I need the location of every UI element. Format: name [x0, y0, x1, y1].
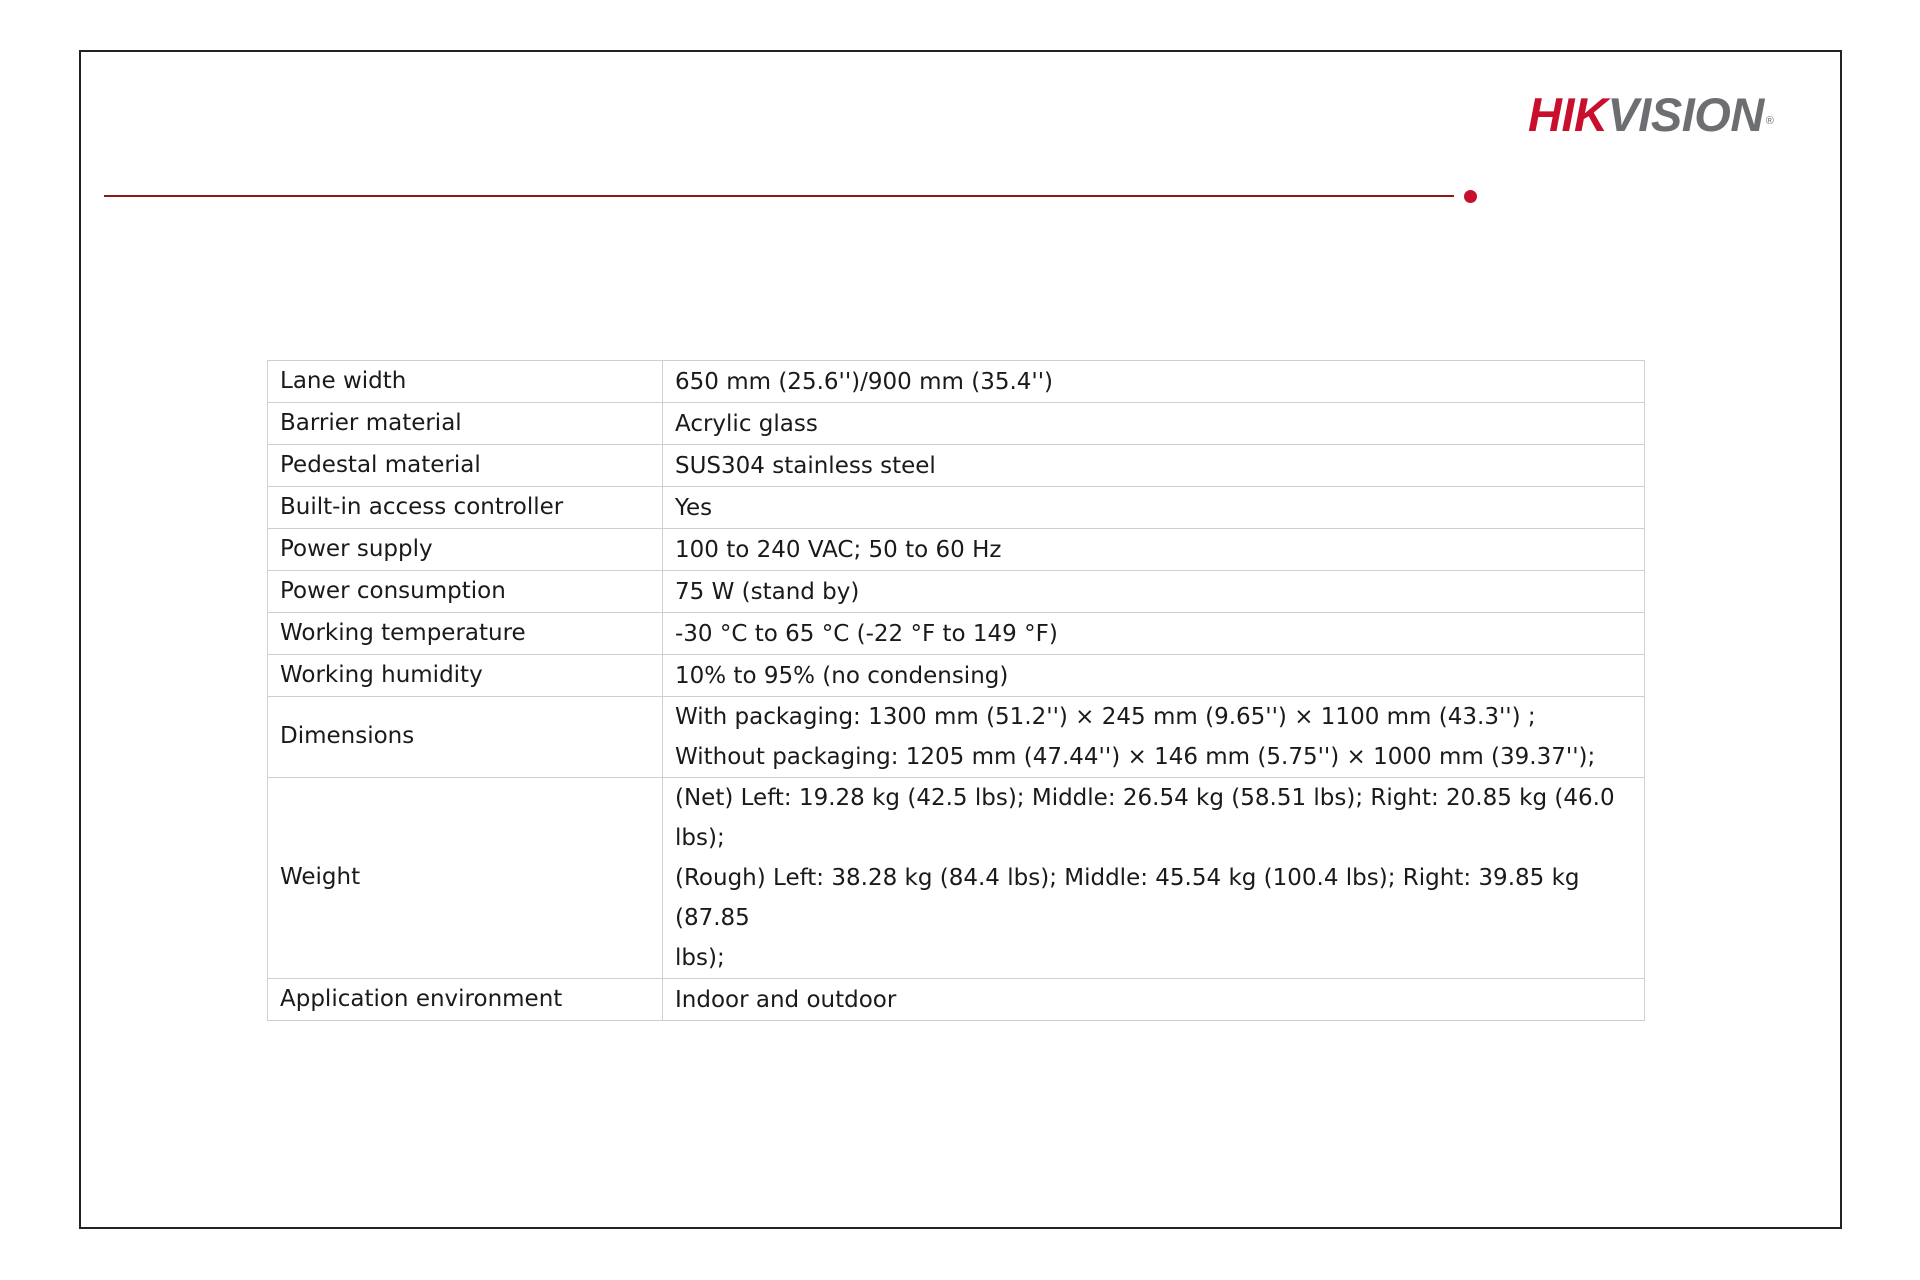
hikvision-logo: [1528, 89, 1773, 141]
spec-value: [663, 697, 1645, 778]
spec-row: [268, 445, 1645, 487]
spec-value-line: 10% to 95% (no condensing): [675, 662, 1009, 689]
divider-dot: [1464, 190, 1477, 203]
spec-row: [268, 979, 1645, 1021]
spec-label: Power consumption: [268, 571, 663, 613]
spec-table-body: [268, 361, 1645, 1021]
spec-label: Power supply: [268, 529, 663, 571]
spec-label: Dimensions: [268, 697, 663, 778]
spec-value: [663, 361, 1645, 403]
logo-text-red: HIK: [1528, 88, 1608, 141]
spec-value: [663, 778, 1645, 979]
spec-row: [268, 655, 1645, 697]
spec-value-line: Without packaging: 1205 mm (47.44'') × 146 mm (5.75'') × 1000 mm (39.37'');: [675, 744, 1596, 770]
spec-row: [268, 697, 1645, 778]
spec-label: Weight: [268, 778, 663, 979]
spec-table: [267, 360, 1645, 1021]
spec-value: [663, 403, 1645, 445]
spec-value-line: Acrylic glass: [675, 410, 818, 437]
spec-label: Pedestal material: [268, 445, 663, 487]
spec-label: Built-in access controller: [268, 487, 663, 529]
registered-mark: ®: [1765, 115, 1774, 127]
spec-value-line: -30 °C to 65 °C (-22 °F to 149 °F): [675, 620, 1058, 647]
spec-value-line: 650 mm (25.6'')/900 mm (35.4''): [675, 368, 1054, 395]
spec-row: [268, 487, 1645, 529]
spec-value-line: 100 to 240 VAC; 50 to 60 Hz: [675, 536, 1002, 563]
spec-value-line: SUS304 stainless steel: [675, 452, 936, 479]
spec-label: Barrier material: [268, 403, 663, 445]
spec-label: Application environment: [268, 979, 663, 1021]
spec-label: Lane width: [268, 361, 663, 403]
spec-value: [663, 979, 1645, 1021]
spec-row: [268, 613, 1645, 655]
spec-value: [663, 529, 1645, 571]
spec-row: [268, 361, 1645, 403]
spec-value-line: Indoor and outdoor: [675, 986, 897, 1013]
spec-value-line: Yes: [675, 494, 713, 521]
spec-label: Working humidity: [268, 655, 663, 697]
spec-row: [268, 403, 1645, 445]
spec-value-line: lbs);: [675, 945, 725, 971]
spec-value: [663, 445, 1645, 487]
spec-value: [663, 613, 1645, 655]
spec-value-line: (Rough) Left: 38.28 kg (84.4 lbs); Middle: 45.54 kg (100.4 lbs); Right: 39.85 kg (87.85: [675, 865, 1580, 931]
spec-row: [268, 529, 1645, 571]
header-divider: [104, 195, 1454, 197]
logo-text-gray: VISION: [1607, 88, 1764, 141]
spec-value: [663, 571, 1645, 613]
spec-row: [268, 571, 1645, 613]
spec-row: [268, 778, 1645, 979]
spec-value: [663, 487, 1645, 529]
spec-value-line: 75 W (stand by): [675, 578, 860, 605]
spec-label: Working temperature: [268, 613, 663, 655]
spec-value: [663, 655, 1645, 697]
spec-value-line: (Net) Left: 19.28 kg (42.5 lbs); Middle: 26.54 kg (58.51 lbs); Right: 20.85 kg (46.0 lbs);: [675, 785, 1615, 851]
spec-value-line: With packaging: 1300 mm (51.2'') × 245 mm (9.65'') × 1100 mm (43.3'') ;: [675, 704, 1536, 730]
